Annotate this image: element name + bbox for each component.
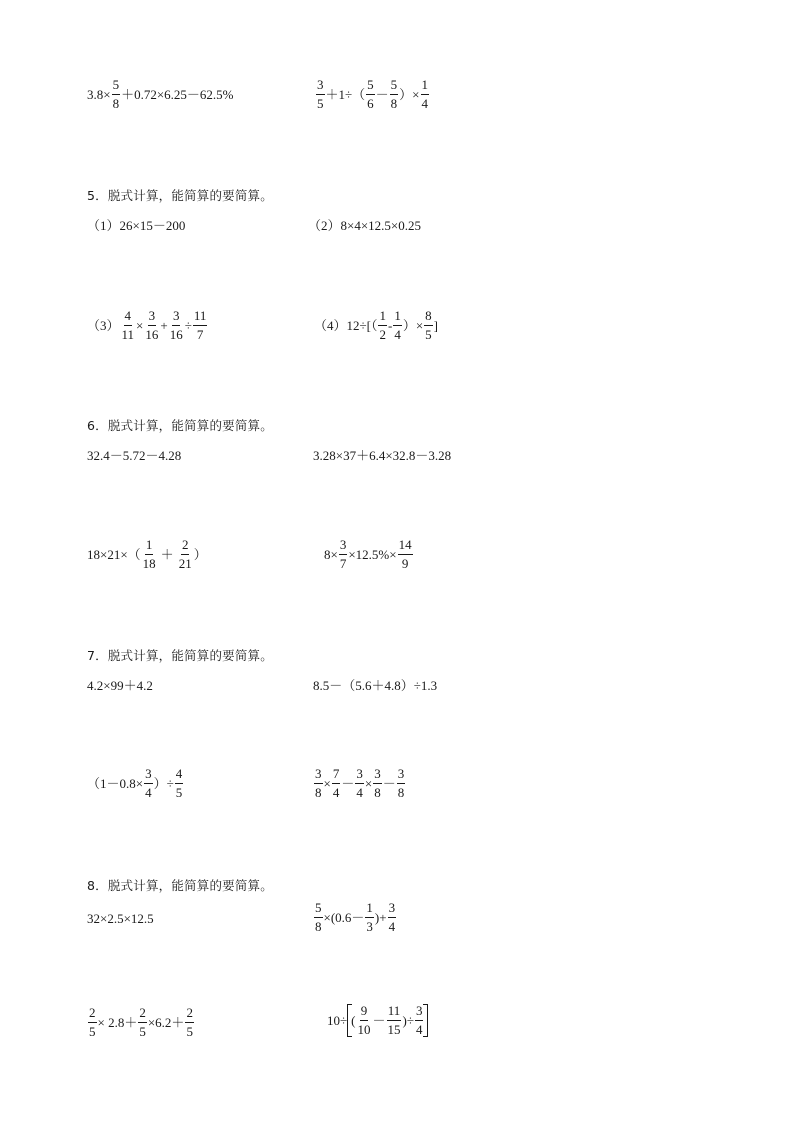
question-heading-8: 8．脱式计算，能简算的要简算。: [87, 878, 273, 893]
fraction: $\frac{3}{16}$: [145, 308, 159, 342]
expr-text: －: [375, 87, 389, 102]
expr-text: （3）: [87, 318, 120, 333]
expr-q6-1: [87, 449, 181, 462]
expr-q8-4: [327, 1004, 428, 1037]
expr-text: ＋0.72×6.25－62.5%: [121, 87, 234, 102]
expr-text: × 2.8＋: [97, 1015, 138, 1030]
expr-q6-2: [313, 449, 451, 462]
expr-text: )÷: [402, 1013, 414, 1028]
fraction: $\frac{3}{4}$: [388, 900, 396, 934]
expr-q8-3: [87, 1006, 195, 1039]
expr-q5-2: [308, 219, 421, 232]
expr-text: 18×21×（: [87, 547, 141, 562]
expr-text: 4.2×99＋4.2: [87, 678, 153, 693]
expr-q5-3: [87, 309, 208, 342]
fraction: $\frac{5}{8}$: [390, 77, 398, 111]
expr-text: －: [382, 776, 396, 791]
expr-text: （1－0.8×: [87, 776, 144, 791]
expr-q7-1: [87, 679, 153, 692]
fraction: $\frac{3}{8}$: [397, 766, 405, 800]
expr-text: （4）12÷[（: [314, 318, 378, 333]
expr-q5-4: [314, 309, 438, 342]
fraction: $\frac{3}{8}$: [374, 766, 381, 800]
expr-text: ×(0.6－: [323, 910, 365, 925]
fraction: $\frac{11}{15}$: [387, 1003, 401, 1037]
expr-text: （2）8×4×12.5×0.25: [308, 218, 421, 233]
fraction: $\frac{7}{4}$: [332, 766, 340, 800]
fraction: $\frac{1}{4}$: [421, 77, 428, 111]
expr-text: （1）26×15－200: [87, 218, 186, 233]
expr-text: -: [387, 318, 393, 333]
fraction: $\frac{1}{3}$: [366, 900, 373, 934]
fraction: $\frac{8}{5}$: [425, 308, 432, 342]
fraction: $\frac{3}{8}$: [315, 766, 322, 800]
expr-text: ）×: [399, 87, 420, 102]
fraction: $\frac{3}{16}$: [169, 308, 183, 342]
expr-q5-1: [87, 219, 185, 232]
fraction: $\frac{14}{9}$: [398, 537, 412, 571]
fraction: $\frac{3}{7}$: [339, 537, 347, 571]
fraction: $\frac{3}{5}$: [317, 77, 324, 111]
expr-text: ×6.2＋: [147, 1015, 185, 1030]
expr-text: ＋1÷（: [325, 87, 366, 102]
expr-q6-3: [87, 538, 207, 571]
fraction: $\frac{5}{8}$: [112, 77, 120, 111]
expr-text: ＋: [160, 547, 174, 562]
expr-text: ÷: [184, 318, 192, 333]
expr-text: 8×: [324, 547, 338, 562]
expr-text: 3.28×37＋6.4×32.8－3.28: [313, 448, 452, 463]
expr-p0-2: [315, 78, 430, 111]
expr-text: ）×: [402, 318, 424, 333]
expr-text: 8.5－（5.6＋4.8）÷1.3: [313, 678, 438, 693]
expr-text: ]: [433, 318, 438, 333]
expr-p0-1: [87, 78, 234, 111]
expr-text: ）: [193, 547, 207, 562]
expr-q7-3: [87, 767, 184, 800]
expr-text: )+: [374, 910, 387, 925]
fraction: $\frac{3}{4}$: [145, 766, 152, 800]
fraction: $\frac{4}{11}$: [121, 308, 135, 342]
question-heading-5: 5．脱式计算，能简算的要简算。: [87, 188, 273, 203]
fraction: $\frac{2}{5}$: [186, 1005, 193, 1039]
fraction: $\frac{3}{4}$: [356, 766, 363, 800]
expr-text: ×: [323, 776, 331, 791]
fraction: $\frac{2}{5}$: [139, 1005, 146, 1039]
expr-q8-1: [87, 912, 154, 925]
expr-text: ）÷: [153, 776, 174, 791]
expr-text: 3.8×: [87, 87, 111, 102]
fraction: $\frac{2}{5}$: [89, 1005, 96, 1039]
expr-text: －: [341, 776, 355, 791]
expr-text: 10÷: [327, 1013, 348, 1028]
expr-text: 32.4－5.72－4.28: [87, 448, 182, 463]
expr-q7-2: [313, 679, 437, 692]
fraction: $\frac{1}{2}$: [379, 308, 386, 342]
fraction: $\frac{4}{5}$: [175, 766, 183, 800]
square-bracket-group: [347, 1004, 428, 1037]
expr-text: ×: [136, 318, 144, 333]
fraction: $\frac{5}{8}$: [315, 900, 322, 934]
fraction: $\frac{2}{21}$: [178, 537, 192, 571]
fraction: $\frac{3}{4}$: [415, 1003, 423, 1037]
expr-text: (: [351, 1013, 356, 1028]
expr-text: －: [372, 1013, 386, 1028]
question-heading-7: 7．脱式计算，能简算的要简算。: [87, 648, 273, 663]
question-heading-6: 6．脱式计算，能简算的要简算。: [87, 418, 273, 433]
expr-text: ×: [364, 776, 373, 791]
expr-q7-4: [313, 767, 406, 800]
expr-q8-2: [313, 901, 397, 934]
fraction: $\frac{5}{6}$: [367, 77, 374, 111]
fraction: $\frac{11}{7}$: [193, 308, 207, 342]
expr-text: ×12.5%×: [348, 547, 397, 562]
expr-text: 32×2.5×12.5: [87, 911, 154, 926]
fraction: $\frac{1}{4}$: [394, 308, 401, 342]
expr-q6-4: [324, 538, 414, 571]
expr-text: +: [160, 318, 168, 333]
fraction: $\frac{9}{10}$: [357, 1003, 371, 1037]
fraction: $\frac{1}{18}$: [142, 537, 156, 571]
